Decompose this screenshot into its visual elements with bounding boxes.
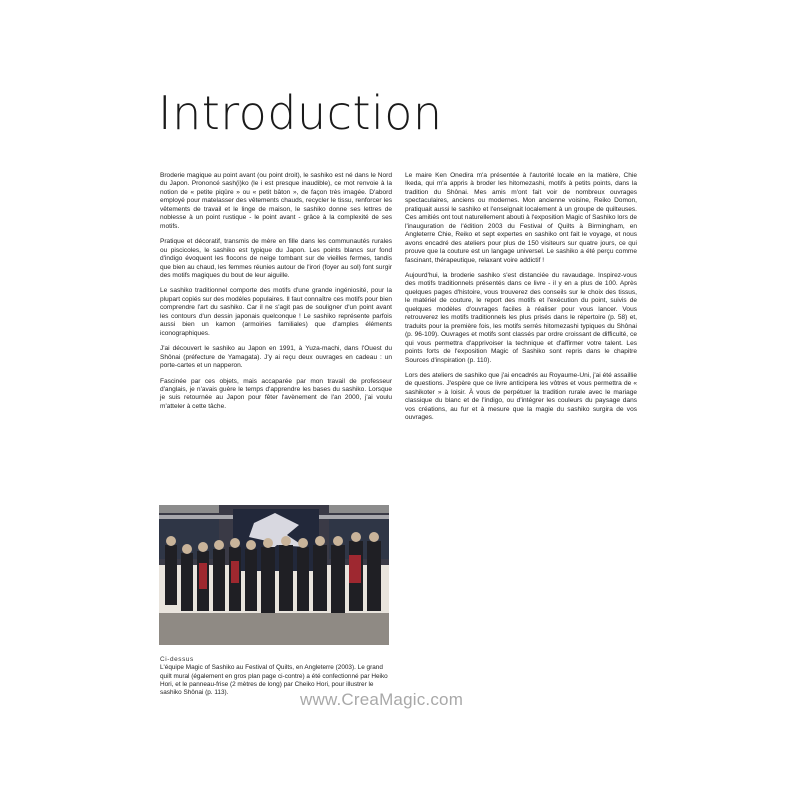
paragraph: Broderie magique au point avant (ou point droit), le sashiko est né dans le Nord du Japon. Prononcé sash(i)ko (le i est presque inaudible), ce mot renvoie à la notion de « petite piqûre » ou « petit bâton », de façon très imagée. D'abord employé pour matelasser des vêtements chauds, recycler le tissu, renforcer les vêtements de travail et le linge de maison, le sashiko donne ses lettres de noblesse à un point rustique - le point avant - grâce à la complexité de ses motifs. <box>160 172 392 230</box>
left-text-column <box>160 172 392 418</box>
paragraph: Pratique et décoratif, transmis de mère en fille dans les communautés rurales ou piscicoles, le sashiko est typique du Japon. Les points blancs sur fond d'indigo évoquent les flocons de neige tombant sur de vieilles fermes, tandis que bien au chaud, les femmes réunies autour de l'irori (foyer au sol) font surgir des motifs magiques du bout de leur aiguille. <box>160 238 392 279</box>
paragraph: Le sashiko traditionnel comporte des motifs d'une grande ingéniosité, pour la plupart copiés sur des modèles populaires. Il faut connaître ces motifs pour bien comprendre l'art du sashiko. Car il ne s'agit pas de souligner d'un point avant les contours d'un dessin japonais quelconque ! Le sashiko représente parfois aussi bien un kamon (armoiries familiales) que d'amples éléments iconographiques. <box>160 287 392 337</box>
caption-heading: Ci-dessus <box>160 656 194 663</box>
paragraph: Le maire Ken Onedira m'a présentée à l'autorité locale en la matière, Chie Ikeda, qui m'a appris à broder les hitomezashi, motifs à petits points, dans la tradition du Shônai. Mes amis m'ont fait voir de nombreux ouvrages spectaculaires, anciens ou modernes. Mon ancienne voisine, Reiko Domon, pratiquait aussi le sashiko et l'enseignait localement à un groupe de quilteuses. Ces amitiés ont tout naturellement abouti à l'exposition Magic of Sashiko lors de l'inauguration de l'édition 2003 du Festival of Quilts à Birmingham, en Angleterre Chie, Reiko et sept expertes en sashiko ont fait le voyage, et nous avons encadré des ateliers pour plus de 150 visiteurs sur quatre jours, ce qui prouve que la couture est un langage universel. Le sashiko a été perçu comme fascinant, thérapeutique, relaxant voire addictif ! <box>405 172 637 264</box>
watermark: www.CreaMagic.com <box>300 690 464 709</box>
group-photo-illustration <box>159 505 389 645</box>
caption-text: L'équipe Magic of Sashiko au Festival of Quilts, en Angleterre (2003). Le grand quilt mural (également en gros plan page ci-contre) a été confectionné par Heiko Hori, et le panneau-frise (2 mètres de long) par Cheiko Hori, pour illustrer le sashiko Shônai (p. 113). <box>160 664 388 697</box>
page-title: Introduction <box>158 86 443 140</box>
paragraph: Aujourd'hui, la broderie sashiko s'est distanciée du ravaudage. Inspirez-vous des motifs traditionnels présentés dans ce livre - il y en a plus de 100. Après quelques pages d'histoire, vous trouverez des conseils sur le choix des tissus, le matériel de couture, le report des motifs et l'exécution du point, suivis de quelques modèles d'ouvrages faciles à réaliser pour vous lancer. Vous retrouverez les motifs traditionnels les plus prisés dans le répertoire (p. 58) et, traduits pour la première fois, les motifs serrés hitomezashi typiques du Shônai (p. 96-109). Ouvrages et motifs sont classés par ordre croissant de difficulté, ce qui vous permettra d'apprivoiser la technique et d'affirmer votre talent. Les points forts de l'exposition Magic of Sashiko sont repris dans le chapitre Sources d'inspiration (p. 110). <box>405 271 637 364</box>
right-text-column <box>405 172 637 430</box>
paragraph: Lors des ateliers de sashiko que j'ai encadrés au Royaume-Uni, j'ai été assaillie de questions. J'espère que ce livre anticipera les vôtres et vous permettra de « sashikoter » à loisir. À vous de perpétuer la tradition rurale avec le mariage classique du blanc et de l'indigo, ou d'intégrer les couleurs du paysage dans vos créations, au fur et à mesure que la magie du sashiko surgira de vos ouvrages. <box>405 371 637 422</box>
paragraph: J'ai découvert le sashiko au Japon en 1991, à Yuza-machi, dans l'Ouest du Shônai (préfecture de Yamagata). J'y ai reçu deux ouvrages en cadeau : un porte-cartes et un napperon. <box>160 345 392 370</box>
group-photo <box>159 505 389 645</box>
paragraph: Fascinée par ces objets, mais accaparée par mon travail de professeur d'anglais, je n'avais guère le temps d'apprendre les bases du sashiko. Lorsque je suis retournée au Japon pour fêter l'avènement de l'an 2000, j'ai voulu m'atteler à cette tâche. <box>160 377 392 410</box>
